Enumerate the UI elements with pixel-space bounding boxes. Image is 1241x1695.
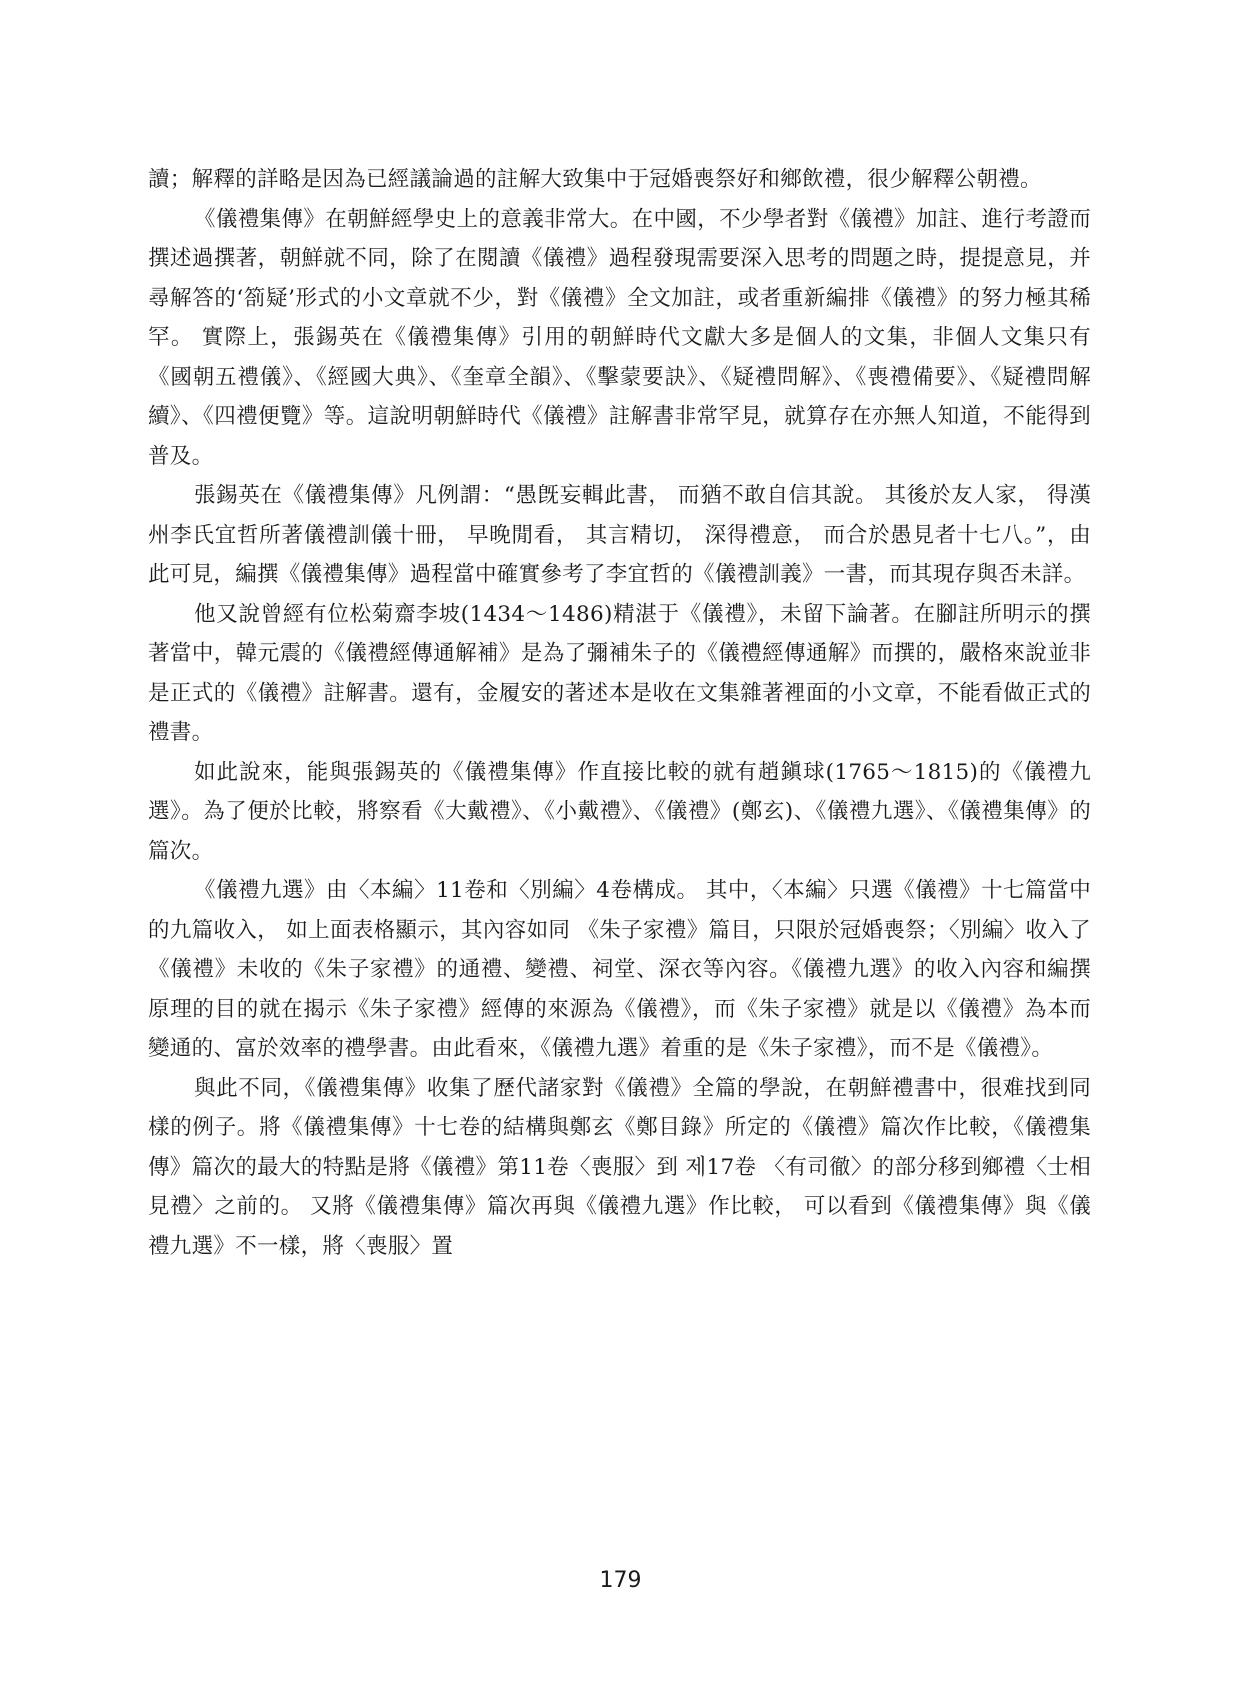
- paragraph: 《儀禮九選》由〈本編〉11卷和〈別編〉4卷構成。 其中，〈本編〉只選《儀禮》十七篇當中的九篇收入， 如上面表格顯示，其內容如同 《朱子家禮》篇目，只限於冠婚喪祭；〈別編〉收入了《儀禮》未收的《朱子家禮》的通禮、變禮、祠堂、深衣等內容。《儀禮九選》的收入內容和編撰原理的目的就在揭示《朱子家禮》經傳的來源為《儀禮》，而《朱子家禮》就是以《儀禮》為本而變通的、富於效率的禮學書。由此看來，《儀禮九選》着重的是《朱子家禮》，而不是《儀禮》。: [148, 878, 1091, 1061]
- paragraph: 張錫英在《儀禮集傳》凡例謂：“愚旣妄輯此書， 而猶不敢自信其說。 其後於友人家， 得漢州李氏宜哲所著儀禮訓儀十冊， 早晚閒看， 其言精切， 深得禮意， 而合於愚見者十七八。”，由此可見，編撰《儀禮集傳》過程當中確實參考了李宜哲的《儀禮訓義》一書，而其現存與否未詳。: [148, 483, 1091, 587]
- paragraph: 《儀禮集傳》在朝鮮經學史上的意義非常大。在中國，不少學者對《儀禮》加註、進行考證而撰述過撰著，朝鮮就不同，除了在閱讀《儀禮》過程發現需要深入思考的問題之時，提提意見，并尋解答的‘箚疑’形式的小文章就不少，對《儀禮》全文加註，或者重新編排《儀禮》的努力極其稀罕。 實際上，張錫英在《儀禮集傳》引用的朝鮮時代文獻大多是個人的文集，非個人文集只有《國朝五禮儀》、《經國大典》、《奎章全韻》、《擊蒙要訣》、《疑禮問解》、《喪禮備要》、《疑禮問解續》、《四禮便覽》等。這說明朝鮮時代《儀禮》註解書非常罕見，就算存在亦無人知道，不能得到普及。: [148, 206, 1091, 469]
- paragraph: 他又說曾經有位松菊齋李坡(1434～1486)精湛于《儀禮》，未留下論著。在腳註所明示的撰著當中，韓元震的《儀禮經傳通解補》是為了彌補朱子的《儀禮經傳通解》而撰的，嚴格來說並非是正式的《儀禮》註解書。還有，金履安的著述本是收在文集雜著裡面的小文章，不能看做正式的禮書。: [148, 601, 1091, 745]
- body-text: [148, 160, 1091, 1266]
- paragraph: 如此說來，能與張錫英的《儀禮集傳》作直接比較的就有趙鎭球(1765～1815)的《儀禮九選》。為了便於比較，將察看《大戴禮》、《小戴禮》、《儀禮》(鄭玄)、《儀禮九選》、《儀禮集傳》的篇次。: [148, 759, 1091, 864]
- paragraph: 與此不同，《儀禮集傳》收集了歷代諸家對《儀禮》全篇的學說，在朝鮮禮書中，很难找到同樣的例子。將《儀禮集傳》十七卷的結構與鄭玄《鄭目錄》所定的《儀禮》篇次作比較，《儀禮集傳》篇次的最大的特點是將《儀禮》第11卷〈喪服〉到 제17卷 〈有司徹〉的部分移到鄉禮〈士相見禮〉之前的。 又將《儀禮集傳》篇次再與《儀禮九選》作比較， 可以看到《儀禮集傳》與《儀禮九選》不一樣，將〈喪服〉置: [148, 1075, 1091, 1259]
- page-number: 179: [599, 1568, 642, 1593]
- paragraph-continuation: 讀；解釋的詳略是因為已經議論過的註解大致集中于冠婚喪祭好和鄉飲禮，很少解釋公朝禮。: [148, 167, 1042, 192]
